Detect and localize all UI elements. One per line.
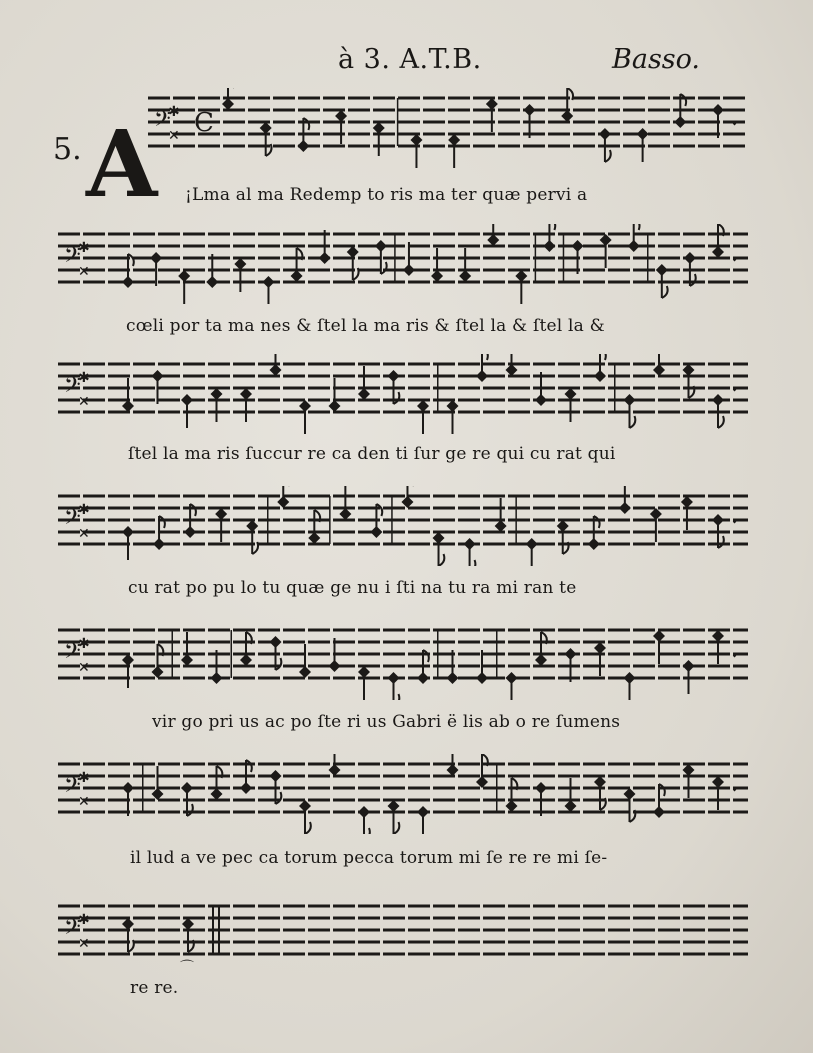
sharp-icon: ✕ <box>78 394 90 410</box>
lyrics-line-5: vir go pri us ac po ſte ri us Gabri ë lis ab o re ſumens <box>152 712 621 732</box>
sharp-icon: ✱ <box>78 240 90 256</box>
bass-clef-icon: 𝄢 <box>64 915 81 945</box>
music-staff <box>0 896 813 976</box>
part-heading: Basso. <box>612 44 701 75</box>
music-staff <box>0 486 813 566</box>
bass-clef-icon: 𝄢 <box>64 505 81 535</box>
bass-clef-icon: 𝄢 <box>64 373 81 403</box>
sharp-icon: ✱ <box>78 502 90 518</box>
lyrics-line-2: cœli por ta ma nes & ſtel la ma ris & ſtel la & ſtel la & <box>126 316 605 336</box>
music-staff <box>0 88 813 168</box>
custos-icon: 𝆺 <box>732 643 738 662</box>
bass-clef-icon: 𝄢 <box>64 243 81 273</box>
lyrics-line-7: re re. <box>130 978 179 998</box>
music-staff <box>0 224 813 304</box>
custos-icon: 𝆺 <box>732 111 738 130</box>
sharp-icon: ✱ <box>78 370 90 386</box>
bass-clef-icon: 𝄢 <box>64 639 81 669</box>
sharp-icon: ✕ <box>78 794 90 810</box>
sharp-icon: ✱ <box>78 770 90 786</box>
music-staff <box>0 354 813 434</box>
initial-letter: A <box>86 110 158 218</box>
custos-icon: 𝆺 <box>732 247 738 266</box>
sharp-icon: ✱ <box>168 104 180 120</box>
sharp-icon: ✱ <box>78 636 90 652</box>
sharp-icon: ✕ <box>78 526 90 542</box>
fermata-icon: ⌒ <box>180 960 194 976</box>
custos-icon: 𝆺 <box>732 777 738 796</box>
custos-icon: 𝆺 <box>732 509 738 528</box>
lyrics-line-1: ¡Lma al ma Redemp to ris ma ter quæ pervi a <box>185 185 588 205</box>
sharp-icon: ✱ <box>78 912 90 928</box>
sharp-icon: ✕ <box>168 128 180 144</box>
lyrics-line-3: ſtel la ma ris ſuccur re ca den ti ſur ge re qui cu rat qui <box>128 444 616 464</box>
voices-heading: à 3. A.T.B. <box>338 44 482 75</box>
piece-number: 5. <box>53 132 82 167</box>
music-staff <box>0 754 813 834</box>
custos-icon: 𝆺 <box>732 377 738 396</box>
bass-clef-icon: 𝄢 <box>64 773 81 803</box>
lyrics-line-6: il lud a ve pec ca torum pecca torum mi ſe re re mi ſe- <box>130 848 608 868</box>
sharp-icon: ✕ <box>78 936 90 952</box>
lyrics-line-4: cu rat po pu lo tu quæ ge nu i ſti na tu ra mi ran te <box>128 578 577 598</box>
sharp-icon: ✕ <box>78 660 90 676</box>
music-staff <box>0 620 813 700</box>
time-signature-icon: C <box>194 108 214 138</box>
sharp-icon: ✕ <box>78 264 90 280</box>
bass-clef-icon: 𝄢 <box>154 107 171 137</box>
